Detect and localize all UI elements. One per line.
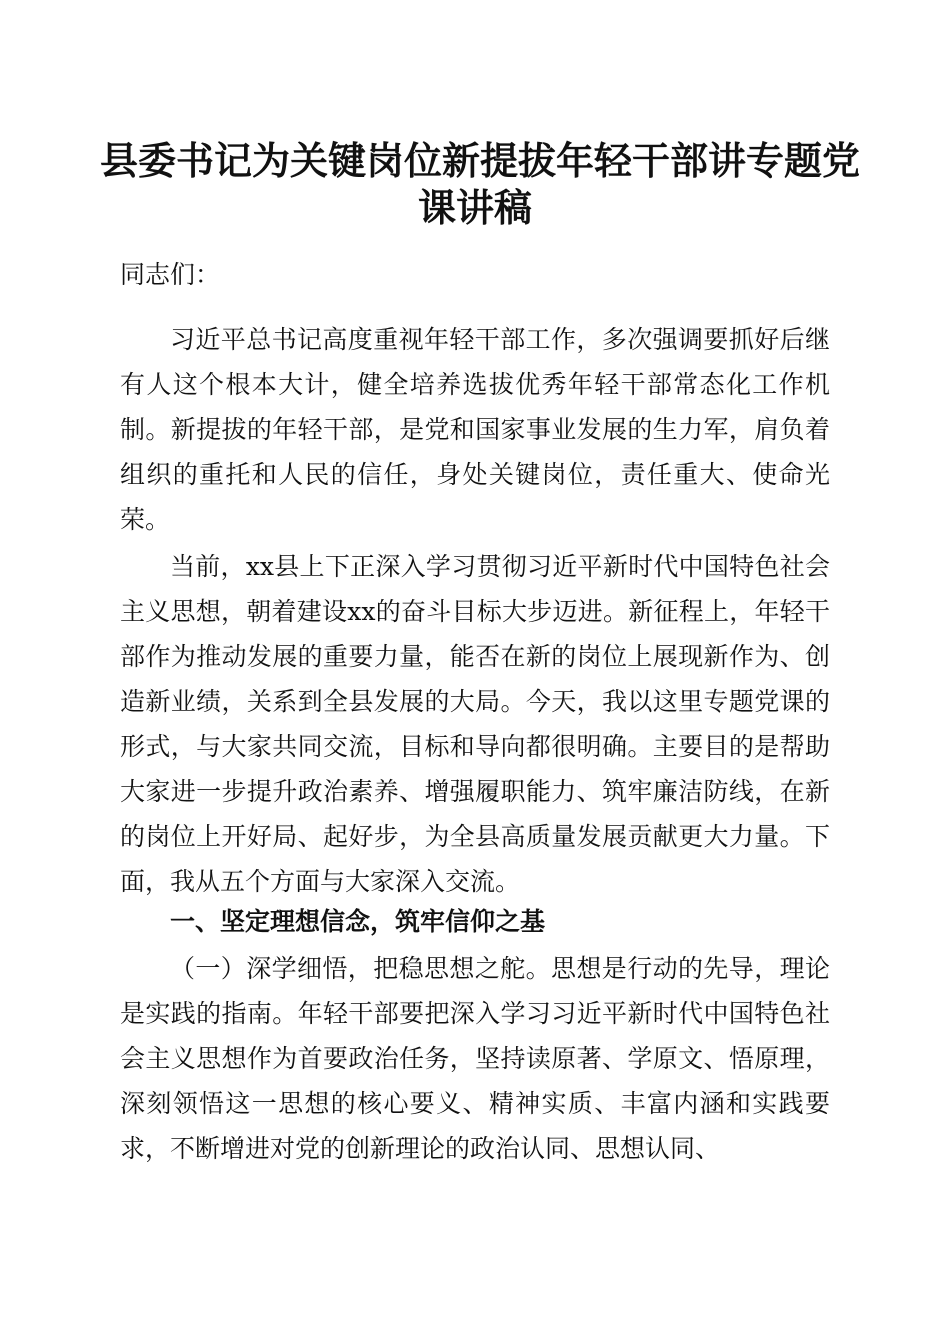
document-title-line-2: 课讲稿: [417, 185, 532, 230]
paragraph-intro: 习近平总书记高度重视年轻干部工作，多次强调要抓好后继有人这个根本大计，健全培养选拔优秀年轻干部常态化工作机制。新提拔的年轻干部，是党和国家事业发展的生力军，肩负着组织的重托和人民的信任，身处关键岗位，责任重大、使命光荣。: [120, 325, 830, 534]
document-title-line-1: 县委书记为关键岗位新提拔年轻干部讲专题党: [100, 138, 861, 183]
paragraph-context: 当前，xx县上下正深入学习贯彻习近平新时代中国特色社会主义思想，朝着建设xx的奋斗目标大步迈进。新征程上，年轻干部作为推动发展的重要力量，能否在新的岗位上展现新作为、创造新业绩，关系到全县发展的大局。今天，我以这里专题党课的形式，与大家共同交流，目标和导向都很明确。主要目的是帮助大家进一步提升政治素养、增强履职能力、筑牢廉洁防线，在新的岗位上开好局、起好步，为全县高质量发展贡献更大力量。下面，我从五个方面与大家深入交流。: [120, 552, 830, 896]
subsection-1-1: （一）深学细悟，把稳思想之舵。思想是行动的先导，理论是实践的指南。年轻干部要把深入学习习近平新时代中国特色社会主义思想作为首要政治任务，坚持读原著、学原文、悟原理，深刻领悟这一思想的核心要义、精神实质、丰富内涵和实践要求，不断增进对党的创新理论的政治认同、思想认同、: [120, 954, 830, 1163]
salutation: 同志们：: [120, 260, 221, 289]
section-heading-1: 一、坚定理想信念，筑牢信仰之基: [170, 907, 546, 936]
